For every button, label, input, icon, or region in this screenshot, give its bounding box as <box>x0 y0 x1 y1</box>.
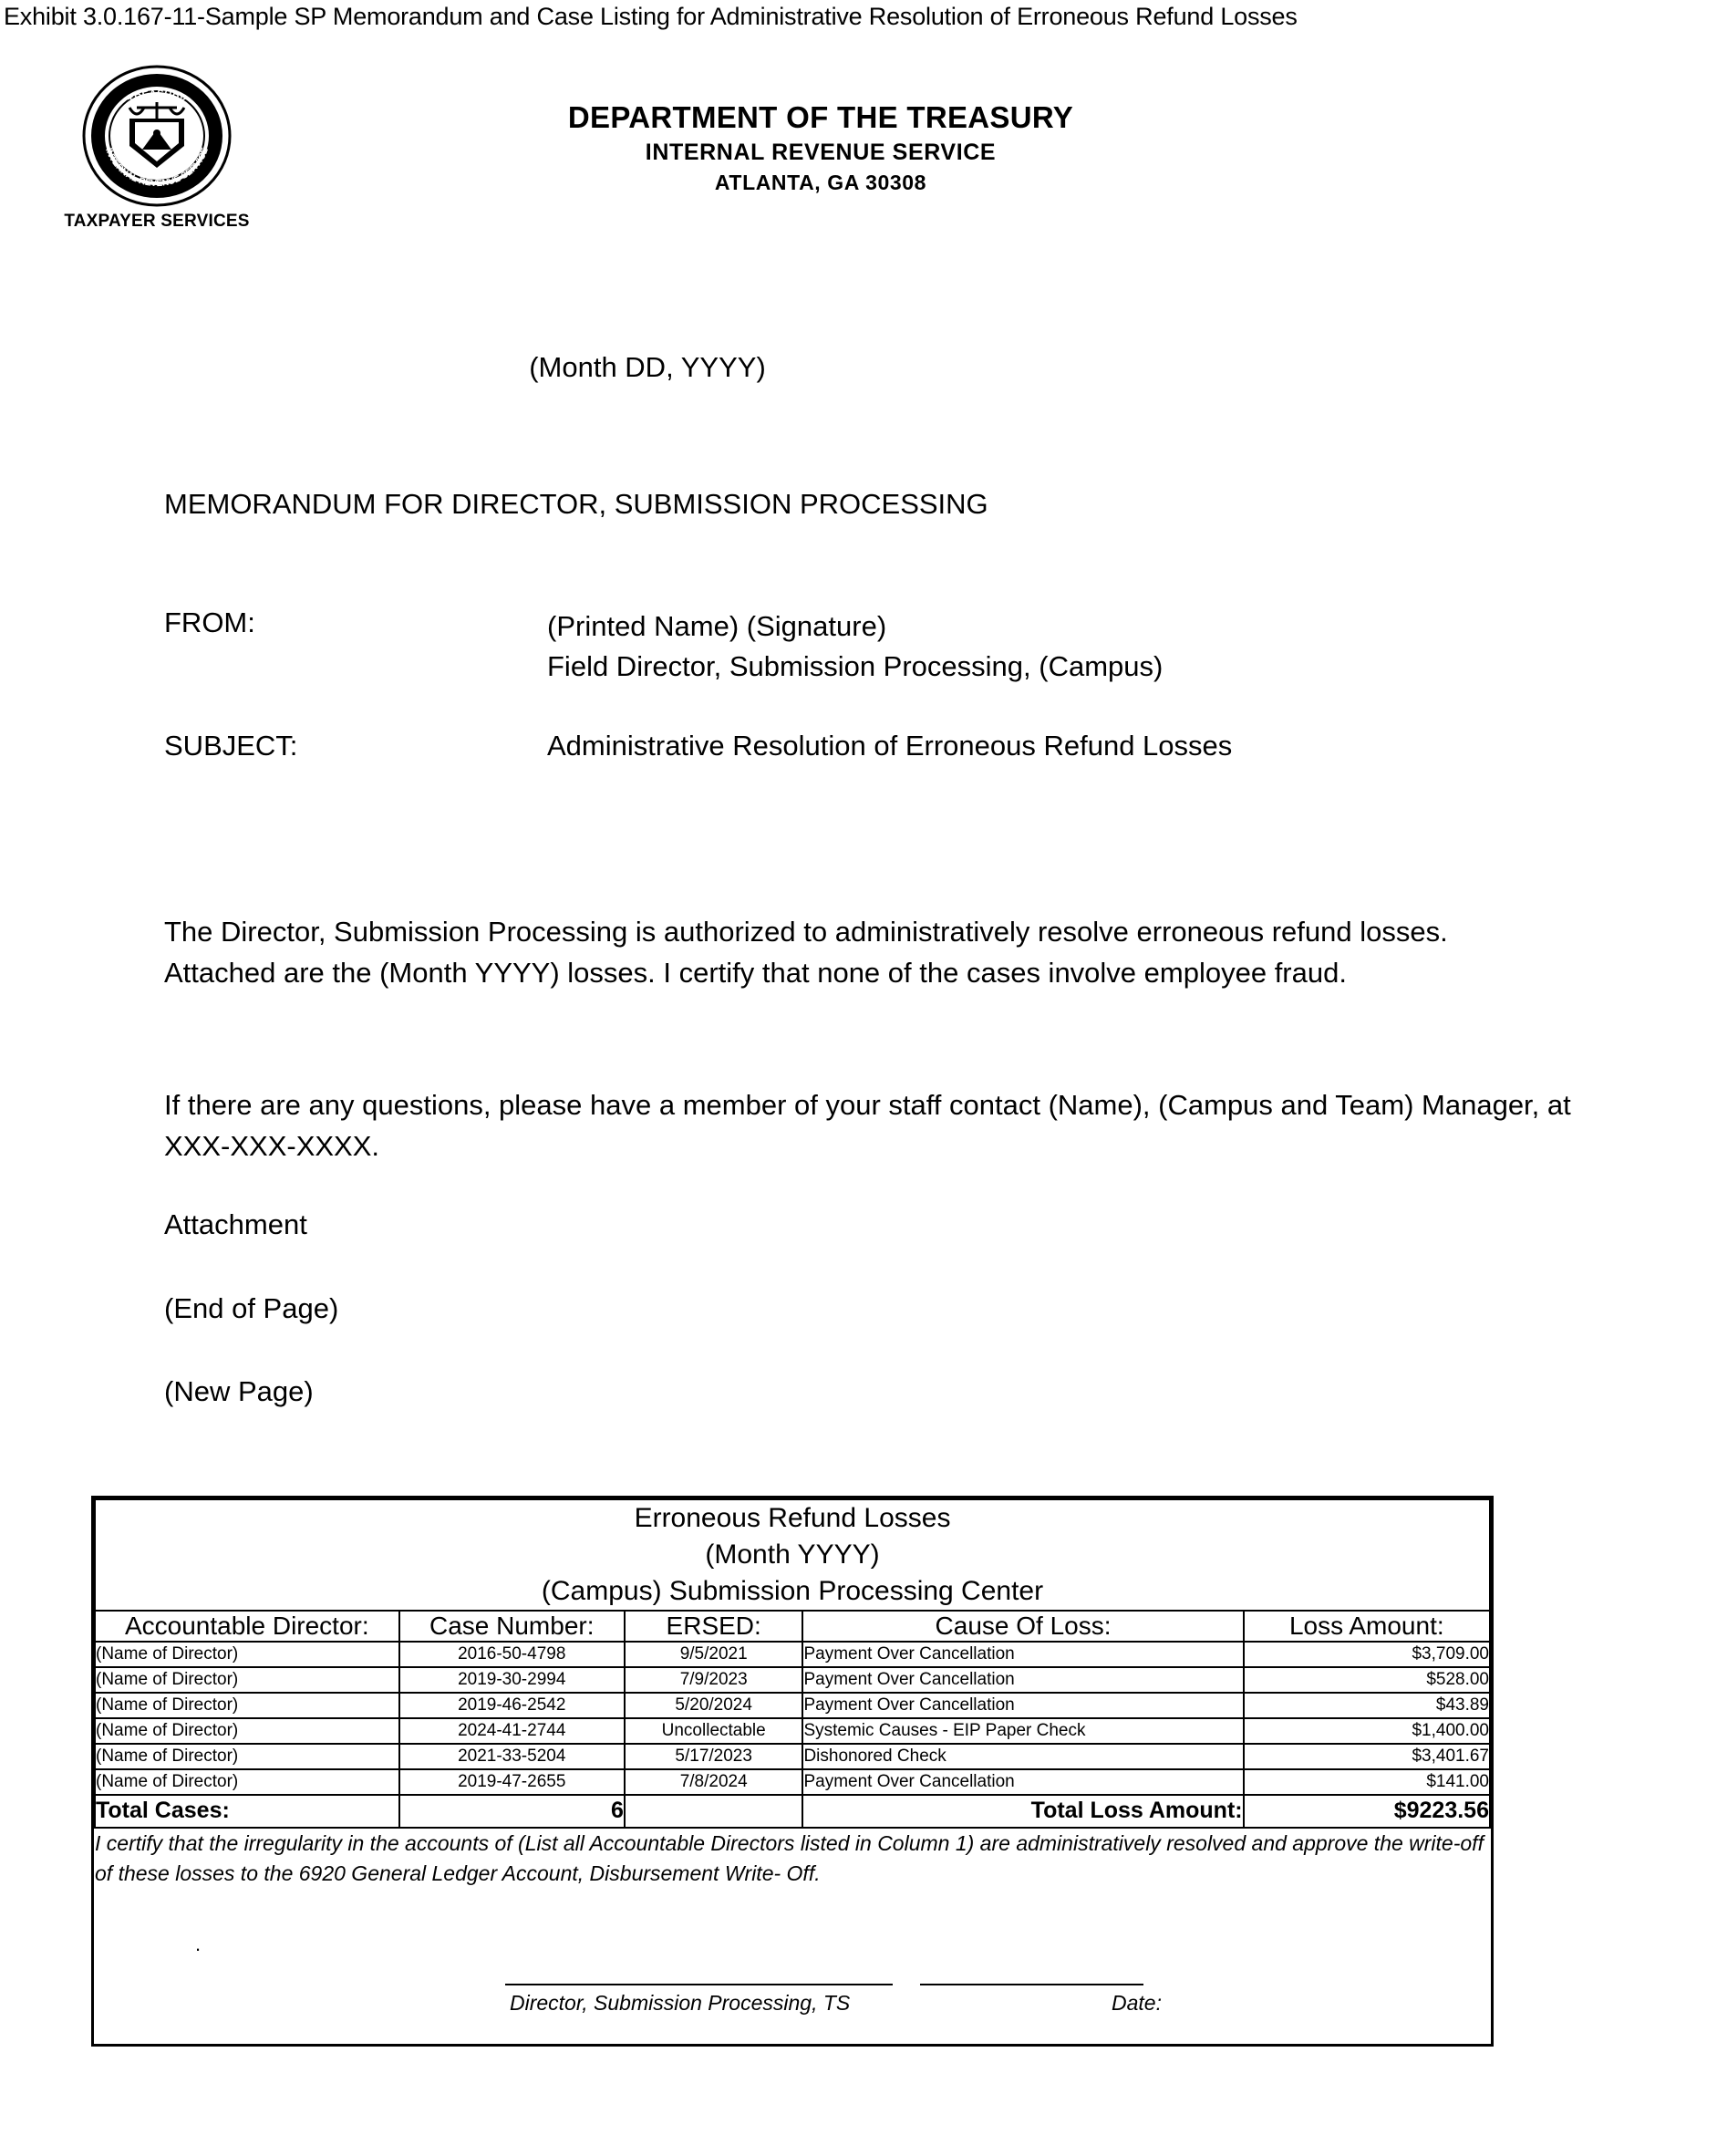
table-title-line-2: (Month YYYY) <box>705 1539 880 1570</box>
agency-city: ATLANTA, GA 30308 <box>714 171 927 194</box>
cell-director: (Name of Director) <box>95 1744 399 1769</box>
table-row <box>95 1769 1490 1795</box>
table-header-row <box>95 1611 1490 1642</box>
svg-text:TREASURY: TREASURY <box>126 88 187 108</box>
totals-spacer <box>625 1795 803 1828</box>
cell-loss-amount: $3,709.00 <box>1244 1642 1490 1667</box>
exhibit-title: Exhibit 3.0.167-11-Sample SP Memorandum and Case Listing for Administrative Resolution of Erroneous Refund Losses <box>4 3 1298 30</box>
treasury-seal-icon <box>64 62 251 210</box>
table-totals-row <box>95 1795 1490 1828</box>
stray-mark: . <box>195 1933 202 1956</box>
irs-seal-block <box>47 62 266 232</box>
cell-ersed: 9/5/2021 <box>625 1642 803 1667</box>
from-value <box>547 606 1163 687</box>
end-of-page-marker: (End of Page) <box>164 1292 339 1324</box>
column-header-ersed: ERSED: <box>625 1611 803 1642</box>
column-header-loss-amount: Loss Amount: <box>1244 1611 1490 1642</box>
cell-loss-amount: $141.00 <box>1244 1769 1490 1795</box>
table-row <box>95 1744 1490 1769</box>
column-header-director: Accountable Director: <box>95 1611 399 1642</box>
agency-name: INTERNAL REVENUE SERVICE <box>645 140 997 165</box>
cell-case-number: 2019-46-2542 <box>399 1693 625 1718</box>
cell-ersed: 7/9/2023 <box>625 1667 803 1693</box>
table-row <box>95 1667 1490 1693</box>
date-label: Date: <box>1112 1991 1162 2016</box>
cell-cause: Systemic Causes - EIP Paper Check <box>802 1718 1243 1744</box>
cell-loss-amount: $528.00 <box>1244 1667 1490 1693</box>
memo-paragraph-2: If there are any questions, please have a member of your staff contact (Name), (Campus and Team) Manager, at XXX-XXX-XXXX. <box>164 1089 1571 1162</box>
cell-cause: Payment Over Cancellation <box>802 1667 1243 1693</box>
memo-date: (Month DD, YYYY) <box>529 351 766 383</box>
cell-director: (Name of Director) <box>95 1642 399 1667</box>
table-title-line-1: Erroneous Refund Losses <box>634 1503 951 1533</box>
svg-text:INTERNAL REVENUE SERVICE: INTERNAL REVENUE SERVICE <box>102 146 211 190</box>
total-cases-label: Total Cases: <box>95 1795 399 1828</box>
cell-cause: Payment Over Cancellation <box>802 1769 1243 1795</box>
seal-caption: TAXPAYER SERVICES <box>64 212 250 231</box>
memorandum-for: MEMORANDUM FOR DIRECTOR, SUBMISSION PROCESSING <box>164 488 988 520</box>
cell-case-number: 2024-41-2744 <box>399 1718 625 1744</box>
cell-case-number: 2019-30-2994 <box>399 1667 625 1693</box>
cell-director: (Name of Director) <box>95 1718 399 1744</box>
new-page-marker: (New Page) <box>164 1375 314 1407</box>
cell-ersed: Uncollectable <box>625 1718 803 1744</box>
cell-director: (Name of Director) <box>95 1667 399 1693</box>
table-row <box>95 1718 1490 1744</box>
memo-paragraph-1: The Director, Submission Processing is authorized to administratively resolve erroneous refund losses. Attached are the (Month YYYY) losses. I certify that none of the cases involve employee fraud. <box>164 916 1448 989</box>
table-title-line-3: (Campus) Submission Processing Center <box>541 1575 1044 1606</box>
cell-case-number: 2019-47-2655 <box>399 1769 625 1795</box>
total-cases-value: 6 <box>399 1795 625 1828</box>
cell-ersed: 5/20/2024 <box>625 1693 803 1718</box>
signature-area <box>95 1889 1490 2044</box>
table-title <box>95 1499 1490 1611</box>
from-line-1: (Printed Name) (Signature) <box>547 610 887 642</box>
certification-text: I certify that the irregularity in the accounts of (List all Accountable Directors listed in Column 1) are administratively resolved and approve the write-off of these losses to the 6920 General Ledger Account, Disbursement Write- Off. <box>95 1830 1484 1886</box>
from-line-2: Field Director, Submission Processing, (Campus) <box>547 650 1164 683</box>
agency-department: DEPARTMENT OF THE TREASURY <box>567 100 1074 134</box>
attachment-note: Attachment <box>164 1208 307 1240</box>
column-header-cause: Cause Of Loss: <box>802 1611 1243 1642</box>
date-line[interactable] <box>920 1984 1143 1985</box>
cell-cause: Payment Over Cancellation <box>802 1693 1243 1718</box>
subject-value: Administrative Resolution of Erroneous Refund Losses <box>547 730 1233 762</box>
total-loss-label: Total Loss Amount: <box>802 1795 1243 1828</box>
cell-case-number: 2016-50-4798 <box>399 1642 625 1667</box>
table-row <box>95 1642 1490 1667</box>
from-label: FROM: <box>164 606 255 638</box>
signature-line[interactable] <box>505 1984 893 1985</box>
cell-director: (Name of Director) <box>95 1693 399 1718</box>
table-row <box>95 1693 1490 1718</box>
cell-cause: Payment Over Cancellation <box>802 1642 1243 1667</box>
cell-director: (Name of Director) <box>95 1769 399 1795</box>
cell-case-number: 2021-33-5204 <box>399 1744 625 1769</box>
cell-ersed: 7/8/2024 <box>625 1769 803 1795</box>
subject-label: SUBJECT: <box>164 730 298 762</box>
cell-loss-amount: $1,400.00 <box>1244 1718 1490 1744</box>
cell-ersed: 5/17/2023 <box>625 1744 803 1769</box>
signature-label: Director, Submission Processing, TS <box>510 1991 851 2016</box>
column-header-case-number: Case Number: <box>399 1611 625 1642</box>
cell-loss-amount: $3,401.67 <box>1244 1744 1490 1769</box>
letterhead-text <box>365 100 1277 195</box>
total-loss-value: $9223.56 <box>1244 1795 1490 1828</box>
erroneous-refund-losses-table <box>91 1496 1494 2047</box>
cell-loss-amount: $43.89 <box>1244 1693 1490 1718</box>
cell-cause: Dishonored Check <box>802 1744 1243 1769</box>
